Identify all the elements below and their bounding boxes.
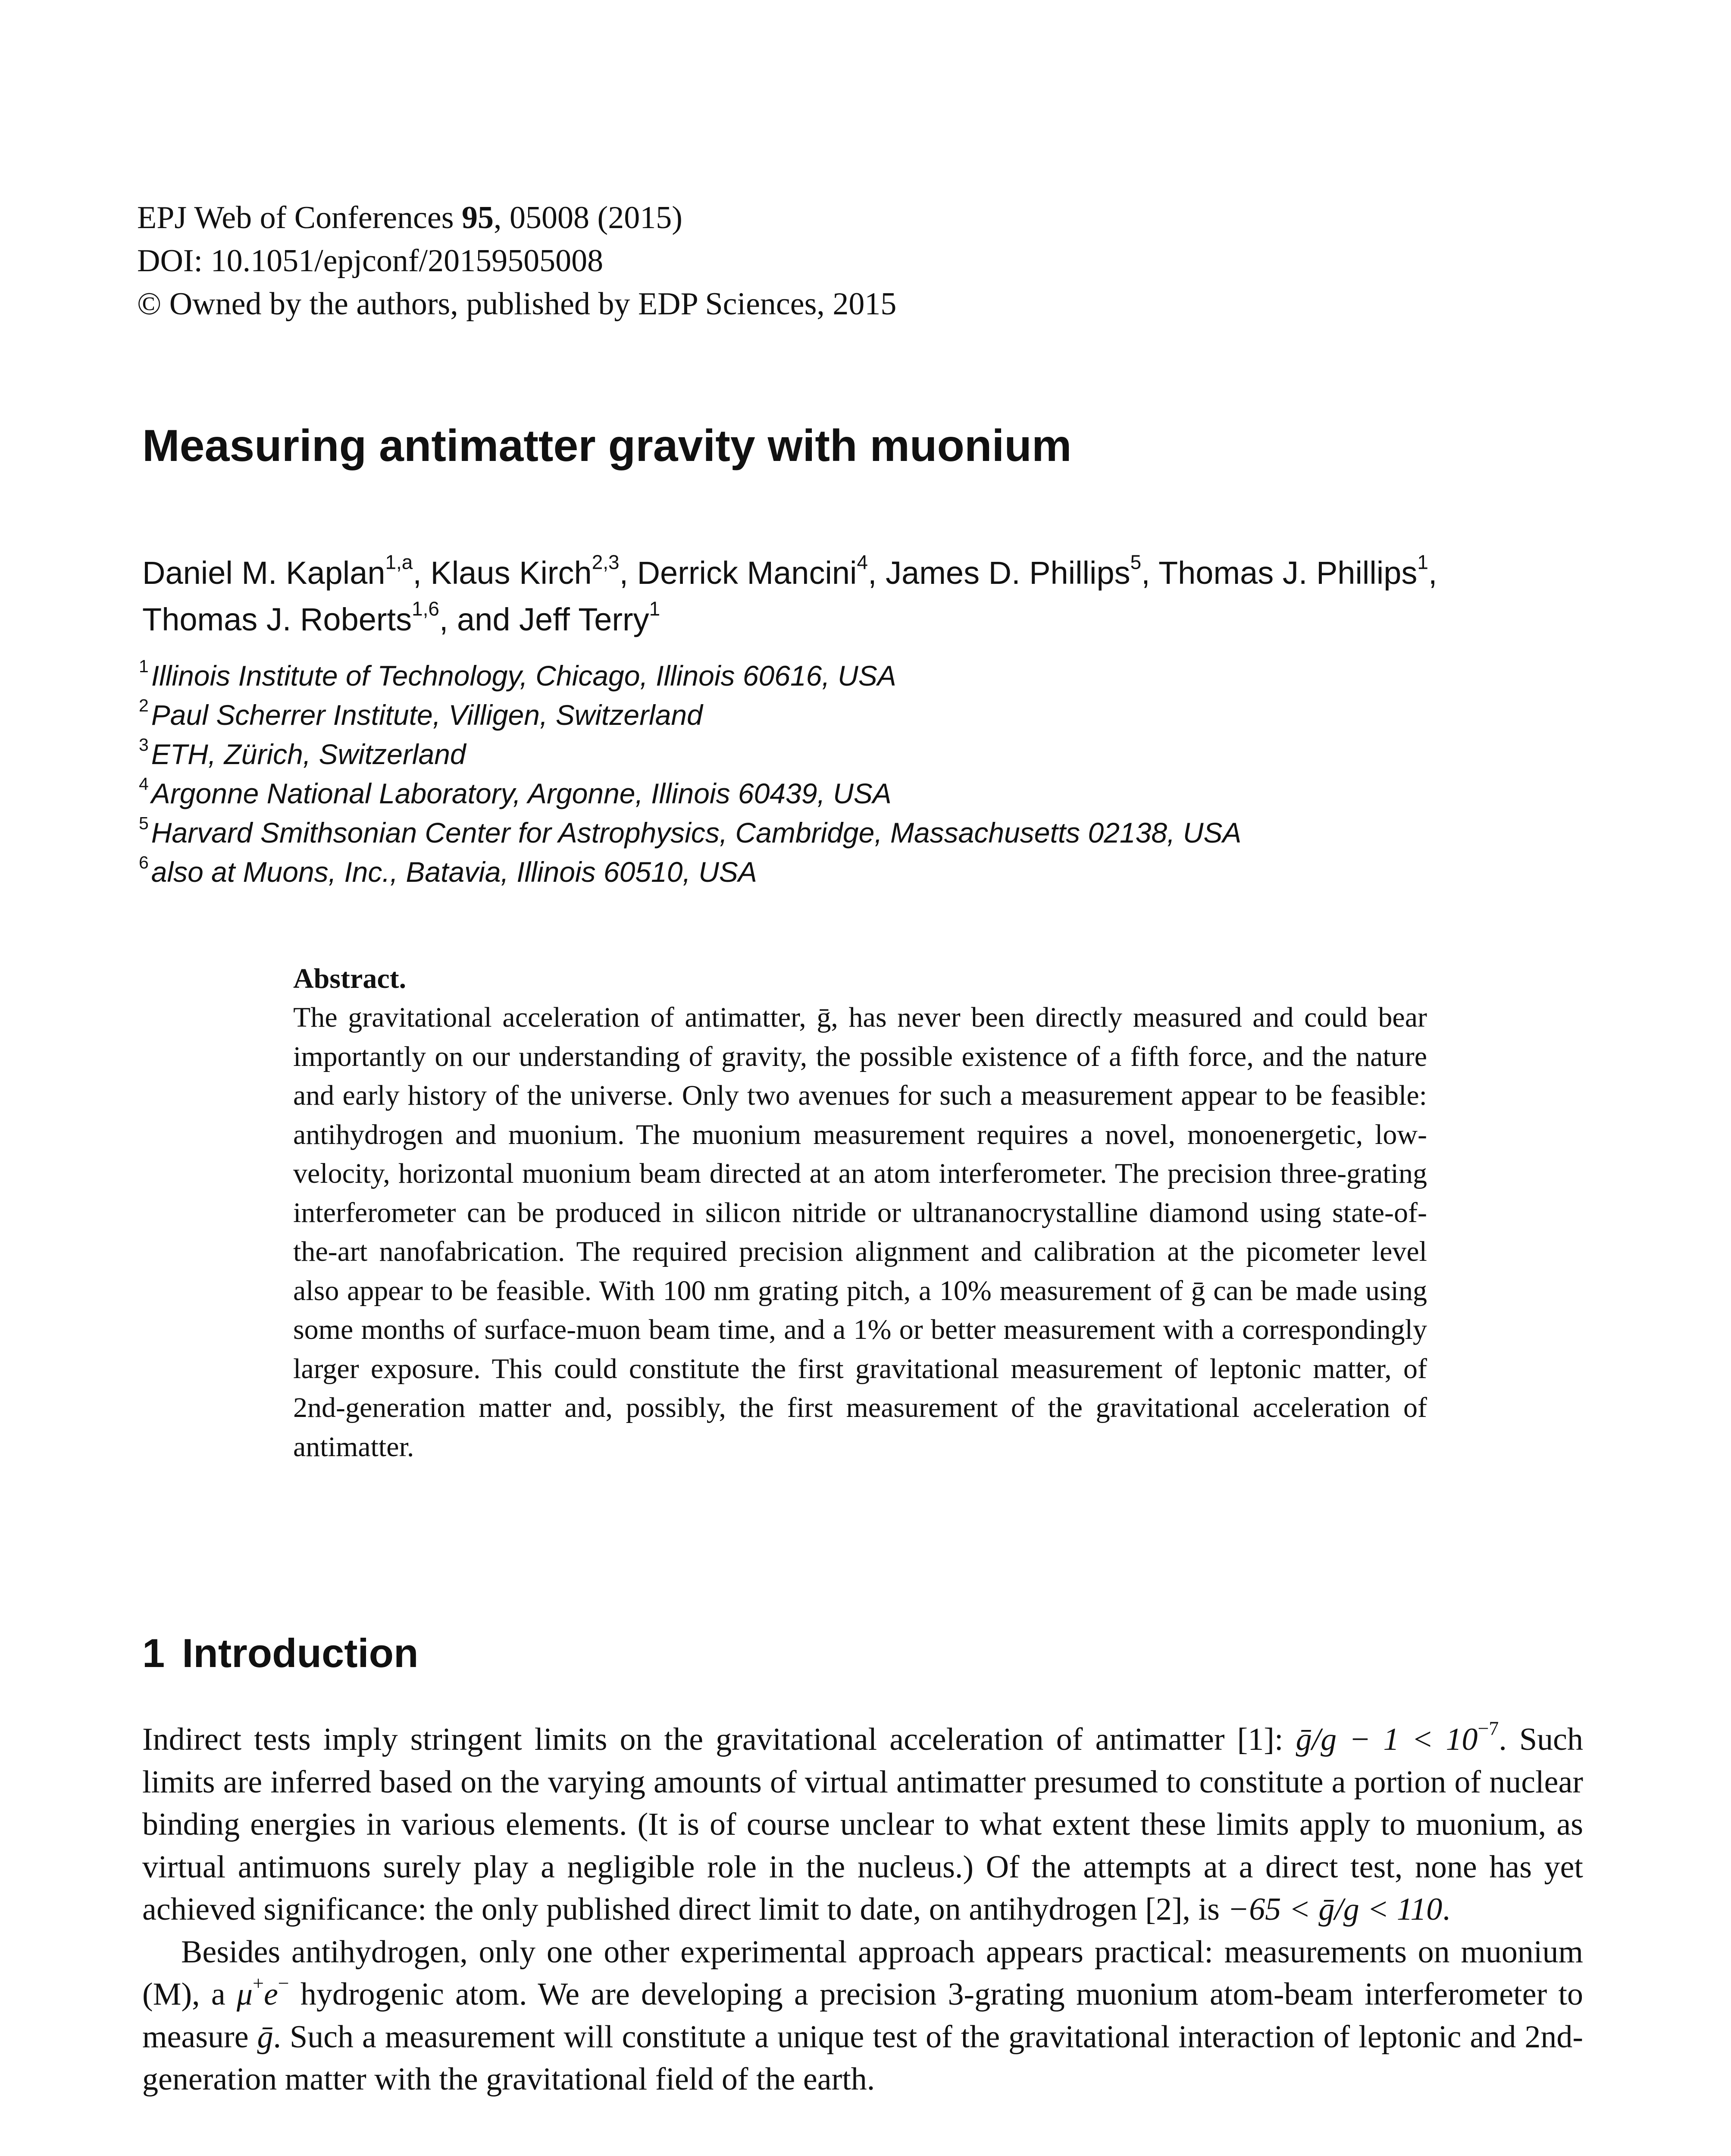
affiliation-list xyxy=(139,656,1241,892)
author: Jeff Terry$^1$ xyxy=(519,597,660,637)
journal-article: , 05008 (2015) xyxy=(494,200,682,235)
author-list xyxy=(142,550,1591,643)
abstract-text: The gravitational acceleration of antimatter, ḡ, has never been directly measured and could bear importantly on our understanding of gravity, the possible existence of a fifth force, and the nature and early history of the universe. Only two avenues for such a measurement appear to be feasible: antihydrogen and muonium. The muonium measurement requires a novel, monoenergetic, low-velocity, horizontal muonium beam directed at an atom interferometer. The precision three-grating interferometer can be produced in silicon nitride or ultrananocrystalline diamond using state-of-the-art nanofabrication. The required precision alignment and calibration at the picometer level also appear to be feasible. With 100 nm grating pitch, a 10% measurement of ḡ can be made using some months of surface-muon beam time, and a 1% or better measurement with a correspondingly larger exposure. This could constitute the first gravitational measurement of leptonic matter, of 2nd-generation matter and, possibly, the first measurement of the gravitational acceleration of antimatter. xyxy=(293,1002,1427,1463)
paragraph: Indirect tests imply stringent limits on the gravitational acceleration of antimatter [1]: ḡ/g − $1 < 10^{-7}$. Such limits are inferred based on the varying amounts of virtual antimatter presumed to constitute a portion of nuclear binding energies in various elements. (It is of course unclear to what extent these limits apply to muonium, as virtual antimuons surely play a negligible role in the nucleus.) Of the attempts at a direct test, none has yet achieved significance: the only published direct limit to date, on antihydrogen [2], is −65 < ḡ/g < 110. xyxy=(142,1717,1583,1927)
abstract-heading: Abstract. xyxy=(293,963,407,994)
journal-volume: 95 xyxy=(462,200,494,235)
affiliation: $^5$Harvard Smithsonian Center for Astrophysics, Cambridge, Massachusetts 02138, USA xyxy=(139,813,1242,849)
author: Thomas J. Roberts$^{1,6}$, and xyxy=(142,597,520,637)
paper-title: Measuring antimatter gravity with muonium xyxy=(142,421,1072,471)
affiliation: $^3$ETH, Zürich, Switzerland xyxy=(139,735,466,770)
abstract xyxy=(293,959,1427,1467)
journal-header xyxy=(137,196,896,326)
author: Klaus Kirch$^{2,3}$, xyxy=(430,551,637,591)
inline-math: ḡ xyxy=(257,2019,273,2055)
paragraph: Besides antihydrogen, only one other experimental approach appears practical: measurements on muonium (M), a μ+e− hydrogenic atom. We are developing a precision 3-grating muonium atom-beam interferometer to measure ḡ. Such a measurement will constitute a unique test of the gravitational interaction of leptonic and 2nd-generation matter with the gravitational field of the earth. xyxy=(142,1934,1584,2097)
section-heading xyxy=(142,1630,419,1677)
journal-citation xyxy=(137,196,896,239)
section-title: Introduction xyxy=(182,1630,419,1676)
introduction-body xyxy=(142,1718,1583,2101)
author: Thomas J. Phillips$^1$, xyxy=(1158,551,1437,591)
section-number: 1 xyxy=(142,1630,165,1676)
author: Derrick Mancini$^4$, xyxy=(637,551,886,591)
inline-math: μ xyxy=(236,1977,253,2012)
author: Daniel M. Kaplan$^{1,a}$, xyxy=(142,551,431,591)
inline-math: ḡ/g − 1 < 10 xyxy=(1296,1722,1478,1757)
journal-doi: DOI: 10.1051/epjconf/20159505008 xyxy=(137,243,604,279)
journal-copyright: © Owned by the authors, published by EDP Sciences, 2015 xyxy=(137,286,897,322)
journal-name: EPJ Web of Conferences xyxy=(137,200,454,235)
affiliation: $^4$Argonne National Laboratory, Argonne, Illinois 60439, USA xyxy=(139,774,892,809)
affiliation: $^2$Paul Scherrer Institute, Villigen, Switzerland xyxy=(139,696,703,731)
affiliation: $^1$Illinois Institute of Technology, Chicago, Illinois 60616, USA xyxy=(139,656,896,692)
author: James D. Phillips$^5$, xyxy=(886,551,1158,591)
inline-math: −65 < ḡ/g < 110 xyxy=(1227,1892,1443,1927)
affiliation: $^6$also at Muons, Inc., Batavia, Illinois 60510, USA xyxy=(139,852,757,888)
